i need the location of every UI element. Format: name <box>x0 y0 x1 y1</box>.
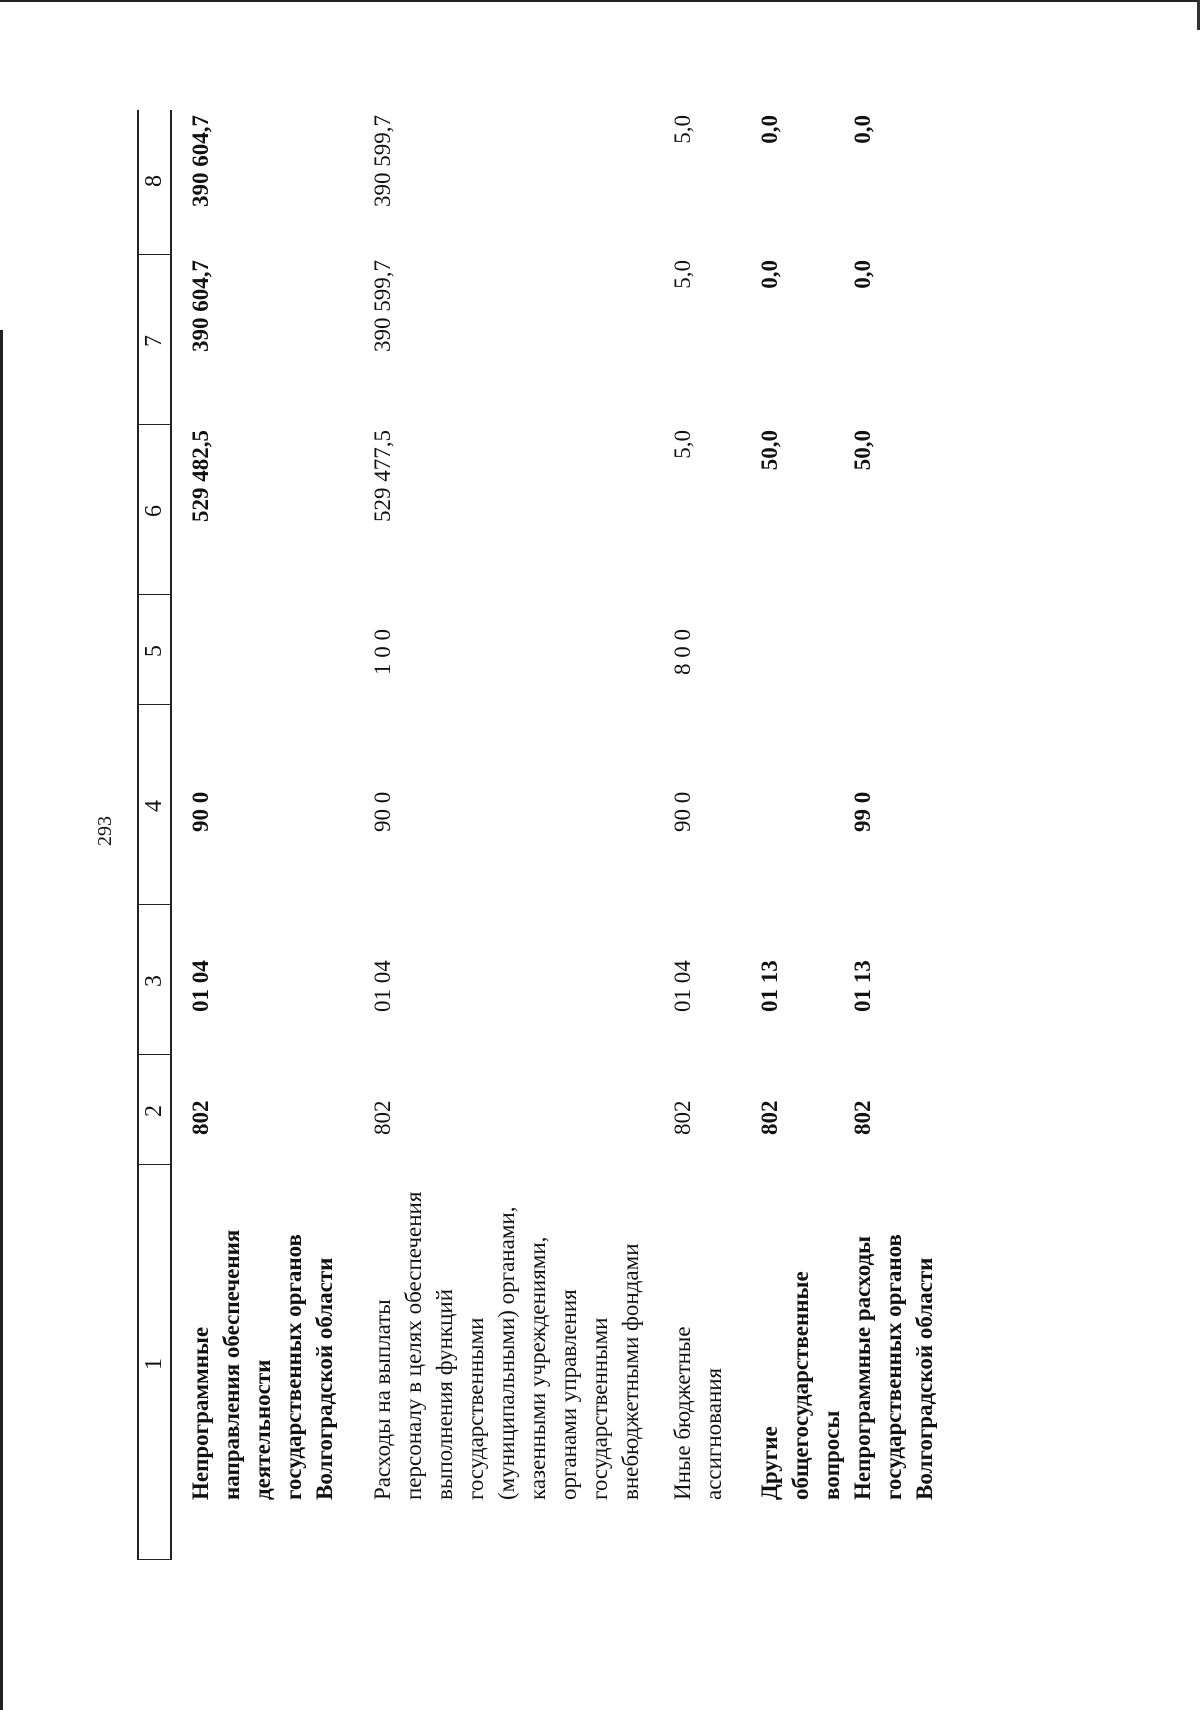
table-cell-c5: 1 0 0 <box>370 629 395 675</box>
table-cell-c8: 390 599,7 <box>370 115 395 207</box>
table-cell-c3: 01 04 <box>670 960 695 1012</box>
col-divider <box>137 594 170 595</box>
table-cell-c6: 529 477,5 <box>370 430 395 522</box>
row-label-line: Волгоградской области <box>312 1257 337 1500</box>
row-label-line: органами управления <box>556 1289 581 1500</box>
col-divider <box>137 704 170 705</box>
column-header-3: 3 <box>141 975 167 987</box>
table-cell-c3: 01 13 <box>850 960 875 1012</box>
column-header-6: 6 <box>141 505 167 517</box>
col-divider <box>137 424 170 425</box>
row-label-line: государственными <box>587 1317 612 1500</box>
table-cell-c2: 802 <box>670 1100 695 1135</box>
table-cell-c4: 90 0 <box>188 791 213 832</box>
table-cell-c7: 390 604,7 <box>188 260 213 352</box>
row-label-line: внебюджетными фондами <box>618 1243 643 1500</box>
row-label-line: выполнения функций <box>432 1289 457 1500</box>
row-label-line: государственных органов <box>281 1234 306 1500</box>
col-divider <box>137 904 170 905</box>
page-number: 293 <box>94 816 116 846</box>
table-cell-c4: 90 0 <box>370 791 395 832</box>
scan-edge-top <box>0 0 1200 2</box>
table-cell-c8: 0,0 <box>757 115 782 144</box>
table-cell-c4: 99 0 <box>850 791 875 832</box>
table-cell-c5: 8 0 0 <box>670 629 695 675</box>
column-header-5: 5 <box>141 645 167 657</box>
table-cell-c7: 0,0 <box>850 260 875 289</box>
row-label-line: Непрограммные расходы <box>850 1235 875 1500</box>
row-label-line: казенными учреждениями, <box>525 1236 550 1500</box>
row-label-line: Иные бюджетные <box>670 1326 695 1500</box>
table-cell-c8: 0,0 <box>850 115 875 144</box>
table-cell-c3: 01 04 <box>188 960 213 1012</box>
row-label-line: направления обеспечения <box>219 1229 244 1500</box>
col-divider <box>137 254 170 255</box>
table-cell-c2: 802 <box>757 1100 782 1135</box>
column-header-2: 2 <box>141 1105 167 1117</box>
row-label-line: персоналу в целях обеспечения <box>401 1191 426 1500</box>
col-divider <box>137 1559 170 1560</box>
scan-edge-left <box>0 330 3 1710</box>
budget-table <box>137 110 1077 1560</box>
table-cell-c7: 5,0 <box>670 260 695 289</box>
row-label-line: Волгоградской области <box>912 1257 937 1500</box>
row-label-line: деятельности <box>250 1359 275 1500</box>
column-header-4: 4 <box>141 800 167 812</box>
row-label-line: общегосударственные <box>788 1271 813 1500</box>
table-cell-c3: 01 04 <box>370 960 395 1012</box>
table-cell-c6: 50,0 <box>850 430 875 471</box>
row-label-line: Другие <box>757 1426 782 1500</box>
column-header-8: 8 <box>141 175 167 187</box>
table-cell-c8: 5,0 <box>670 115 695 144</box>
col-divider <box>137 1164 170 1165</box>
row-label-line: ассигнования <box>701 1367 726 1500</box>
table-cell-c7: 0,0 <box>757 260 782 289</box>
table-cell-c3: 01 13 <box>757 960 782 1012</box>
table-cell-c4: 90 0 <box>670 791 695 832</box>
column-header-1: 1 <box>141 1358 167 1370</box>
table-cell-c8: 390 604,7 <box>188 115 213 207</box>
row-label-line: вопросы <box>819 1410 844 1500</box>
table-cell-c2: 802 <box>370 1100 395 1135</box>
row-label-line: Расходы на выплаты <box>370 1299 395 1500</box>
table-cell-c7: 390 599,7 <box>370 260 395 352</box>
table-cell-c2: 802 <box>188 1100 213 1135</box>
table-cell-c2: 802 <box>850 1100 875 1135</box>
row-label-line: государственными <box>463 1317 488 1500</box>
row-label-line: государственных органов <box>881 1234 906 1500</box>
row-label-line: Непрограммные <box>188 1326 213 1500</box>
table-header-rule <box>170 110 172 1560</box>
table-cell-c6: 50,0 <box>757 430 782 471</box>
row-label-line: (муниципальными) органами, <box>494 1206 519 1500</box>
table-cell-c6: 529 482,5 <box>188 430 213 522</box>
column-header-7: 7 <box>141 335 167 347</box>
col-divider <box>137 1054 170 1055</box>
table-top-rule <box>137 110 139 1560</box>
table-cell-c6: 5,0 <box>670 430 695 459</box>
